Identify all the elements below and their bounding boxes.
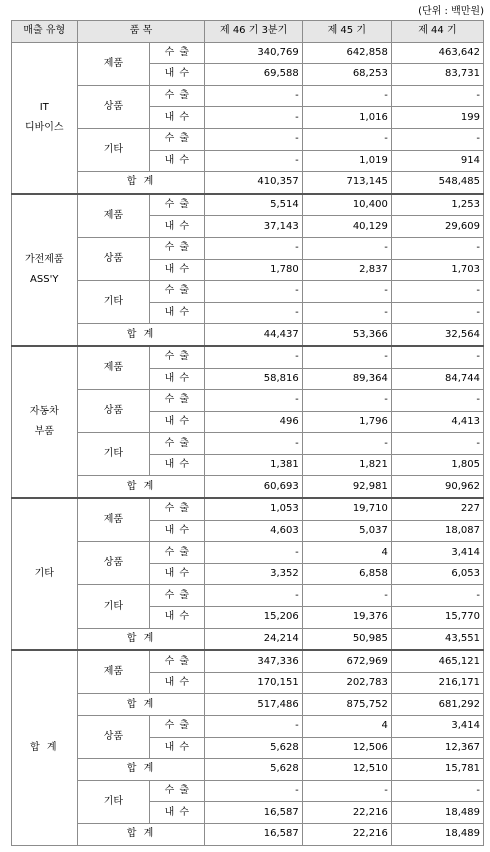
value-cell-p46: 3,352: [205, 563, 302, 585]
value-cell-p46: 5,628: [205, 759, 302, 781]
total-label: 합 계: [77, 324, 205, 346]
value-cell-p46: 170,151: [205, 672, 302, 694]
market-cell: 수 출: [150, 281, 205, 303]
value-cell-p46: 1,780: [205, 259, 302, 281]
market-cell: 수 출: [150, 433, 205, 455]
table-body: [12, 42, 484, 845]
value-cell-p44: 18,489: [391, 823, 483, 845]
total-row: [12, 172, 484, 194]
value-cell-p45: 713,145: [302, 172, 391, 194]
value-cell-p45: -: [302, 390, 391, 412]
value-cell-p45: -: [302, 281, 391, 303]
value-cell-p46: 347,336: [205, 650, 302, 672]
value-cell-p46: 1,053: [205, 498, 302, 520]
value-cell-p45: 642,858: [302, 42, 391, 64]
value-cell-p44: -: [391, 390, 483, 412]
value-cell-p45: -: [302, 585, 391, 607]
header-row: [12, 21, 484, 43]
value-cell-p46: 60,693: [205, 476, 302, 498]
market-cell: 수 출: [150, 498, 205, 520]
header-period-45: 제 45 기: [302, 21, 391, 43]
market-cell: 수 출: [150, 542, 205, 564]
value-cell-p46: -: [205, 150, 302, 172]
value-cell-p46: 410,357: [205, 172, 302, 194]
item-cell: 기타: [77, 433, 150, 476]
value-cell-p46: 69,588: [205, 64, 302, 86]
value-cell-p44: 199: [391, 107, 483, 129]
value-cell-p44: -: [391, 585, 483, 607]
value-cell-p45: 22,216: [302, 823, 391, 845]
value-cell-p45: -: [302, 433, 391, 455]
market-cell: 수 출: [150, 716, 205, 738]
value-cell-p45: -: [302, 85, 391, 107]
value-cell-p45: 92,981: [302, 476, 391, 498]
value-cell-p46: -: [205, 716, 302, 738]
market-cell: 내 수: [150, 107, 205, 129]
value-cell-p45: 19,376: [302, 607, 391, 629]
value-cell-p44: -: [391, 302, 483, 324]
table-row: [12, 85, 484, 107]
value-cell-p45: 10,400: [302, 194, 391, 216]
market-cell: 내 수: [150, 368, 205, 390]
header-period-46: 제 46 기 3분기: [205, 21, 302, 43]
value-cell-p46: 517,486: [205, 694, 302, 716]
value-cell-p46: -: [205, 433, 302, 455]
market-cell: 내 수: [150, 411, 205, 433]
value-cell-p44: 90,962: [391, 476, 483, 498]
subtotal-label: 합 계: [77, 823, 205, 845]
value-cell-p44: 6,053: [391, 563, 483, 585]
sales-table: [11, 20, 484, 846]
value-cell-p45: 4: [302, 542, 391, 564]
value-cell-p45: 68,253: [302, 64, 391, 86]
table-row: [12, 585, 484, 607]
value-cell-p46: -: [205, 237, 302, 259]
value-cell-p44: 3,414: [391, 716, 483, 738]
value-cell-p46: 58,816: [205, 368, 302, 390]
table-row: [12, 650, 484, 672]
value-cell-p44: 1,253: [391, 194, 483, 216]
table-row: [12, 281, 484, 303]
market-cell: 수 출: [150, 346, 205, 368]
value-cell-p44: 216,171: [391, 672, 483, 694]
value-cell-p45: 40,129: [302, 216, 391, 238]
market-cell: 내 수: [150, 454, 205, 476]
market-cell: 내 수: [150, 563, 205, 585]
value-cell-p45: 1,019: [302, 150, 391, 172]
value-cell-p45: 4: [302, 716, 391, 738]
unit-label: (단위 : 백만원): [418, 6, 484, 17]
value-cell-p44: 43,551: [391, 628, 483, 650]
market-cell: 수 출: [150, 780, 205, 802]
header-type: 매출 유형: [12, 21, 78, 43]
value-cell-p45: 5,037: [302, 520, 391, 542]
value-cell-p44: 1,703: [391, 259, 483, 281]
value-cell-p45: 50,985: [302, 628, 391, 650]
total-row: [12, 628, 484, 650]
value-cell-p44: 84,744: [391, 368, 483, 390]
market-cell: 수 출: [150, 237, 205, 259]
value-cell-p46: 16,587: [205, 802, 302, 824]
grand-total-cell: 합 계: [12, 650, 78, 845]
value-cell-p46: -: [205, 780, 302, 802]
table-row: [12, 346, 484, 368]
value-cell-p45: 12,506: [302, 737, 391, 759]
value-cell-p46: -: [205, 390, 302, 412]
market-cell: 내 수: [150, 672, 205, 694]
value-cell-p46: 5,514: [205, 194, 302, 216]
value-cell-p45: 53,366: [302, 324, 391, 346]
market-cell: 내 수: [150, 607, 205, 629]
value-cell-p45: 1,796: [302, 411, 391, 433]
value-cell-p44: -: [391, 433, 483, 455]
value-cell-p45: 875,752: [302, 694, 391, 716]
market-cell: 내 수: [150, 802, 205, 824]
value-cell-p45: -: [302, 346, 391, 368]
subtotal-row: [12, 759, 484, 781]
table-row: [12, 390, 484, 412]
value-cell-p44: 83,731: [391, 64, 483, 86]
table-row: [12, 433, 484, 455]
value-cell-p44: 12,367: [391, 737, 483, 759]
total-label: 합 계: [77, 172, 205, 194]
value-cell-p44: 465,121: [391, 650, 483, 672]
table-row: [12, 498, 484, 520]
value-cell-p45: -: [302, 128, 391, 150]
value-cell-p45: 1,821: [302, 454, 391, 476]
value-cell-p44: 463,642: [391, 42, 483, 64]
market-cell: 내 수: [150, 216, 205, 238]
total-row: [12, 476, 484, 498]
item-cell: 제품: [77, 194, 150, 238]
value-cell-p44: 227: [391, 498, 483, 520]
value-cell-p46: 44,437: [205, 324, 302, 346]
value-cell-p44: 914: [391, 150, 483, 172]
item-cell: 상품: [77, 542, 150, 585]
value-cell-p44: 681,292: [391, 694, 483, 716]
value-cell-p45: 672,969: [302, 650, 391, 672]
value-cell-p44: -: [391, 346, 483, 368]
value-cell-p44: 32,564: [391, 324, 483, 346]
value-cell-p44: 548,485: [391, 172, 483, 194]
value-cell-p45: 19,710: [302, 498, 391, 520]
value-cell-p44: 18,087: [391, 520, 483, 542]
value-cell-p46: 37,143: [205, 216, 302, 238]
value-cell-p44: 3,414: [391, 542, 483, 564]
value-cell-p46: -: [205, 542, 302, 564]
item-cell: 상품: [77, 85, 150, 128]
value-cell-p44: -: [391, 237, 483, 259]
value-cell-p45: 22,216: [302, 802, 391, 824]
item-cell: 기타: [77, 128, 150, 171]
value-cell-p44: 29,609: [391, 216, 483, 238]
value-cell-p44: -: [391, 281, 483, 303]
sales-type-cell: IT 디바이스: [12, 42, 78, 194]
value-cell-p44: 1,805: [391, 454, 483, 476]
value-cell-p46: 5,628: [205, 737, 302, 759]
value-cell-p45: 12,510: [302, 759, 391, 781]
subtotal-row: [12, 694, 484, 716]
value-cell-p45: 1,016: [302, 107, 391, 129]
value-cell-p45: 89,364: [302, 368, 391, 390]
item-cell: 제품: [77, 346, 150, 390]
total-row: [12, 324, 484, 346]
market-cell: 내 수: [150, 259, 205, 281]
item-cell: 기타: [77, 281, 150, 324]
table-row: [12, 42, 484, 64]
market-cell: 수 출: [150, 390, 205, 412]
table-row: [12, 542, 484, 564]
subtotal-row: [12, 823, 484, 845]
total-label: 합 계: [77, 476, 205, 498]
table-row: [12, 780, 484, 802]
value-cell-p44: -: [391, 85, 483, 107]
market-cell: 수 출: [150, 194, 205, 216]
value-cell-p46: 340,769: [205, 42, 302, 64]
table-row: [12, 194, 484, 216]
market-cell: 수 출: [150, 42, 205, 64]
value-cell-p44: 15,781: [391, 759, 483, 781]
value-cell-p46: 16,587: [205, 823, 302, 845]
value-cell-p46: -: [205, 302, 302, 324]
table-row: [12, 716, 484, 738]
value-cell-p45: -: [302, 780, 391, 802]
value-cell-p44: 18,489: [391, 802, 483, 824]
market-cell: 수 출: [150, 128, 205, 150]
value-cell-p46: 15,206: [205, 607, 302, 629]
value-cell-p46: 4,603: [205, 520, 302, 542]
market-cell: 수 출: [150, 650, 205, 672]
item-cell: 제품: [77, 498, 150, 542]
value-cell-p46: -: [205, 281, 302, 303]
header-period-44: 제 44 기: [391, 21, 483, 43]
market-cell: 내 수: [150, 302, 205, 324]
value-cell-p44: -: [391, 128, 483, 150]
header-item: 품 목: [77, 21, 205, 43]
item-cell: 상품: [77, 237, 150, 280]
item-cell: 제품: [77, 42, 150, 85]
item-cell: 기타: [77, 585, 150, 628]
market-cell: 수 출: [150, 585, 205, 607]
value-cell-p46: -: [205, 585, 302, 607]
item-cell: 제품: [77, 650, 150, 694]
table-row: [12, 128, 484, 150]
value-cell-p46: 24,214: [205, 628, 302, 650]
sales-type-cell: 자동차 부품: [12, 346, 78, 498]
value-cell-p45: 6,858: [302, 563, 391, 585]
value-cell-p45: -: [302, 302, 391, 324]
item-cell: 기타: [77, 780, 150, 823]
value-cell-p44: 15,770: [391, 607, 483, 629]
value-cell-p46: -: [205, 85, 302, 107]
value-cell-p45: 202,783: [302, 672, 391, 694]
value-cell-p45: 2,837: [302, 259, 391, 281]
item-cell: 상품: [77, 390, 150, 433]
market-cell: 수 출: [150, 85, 205, 107]
market-cell: 내 수: [150, 150, 205, 172]
value-cell-p46: -: [205, 107, 302, 129]
subtotal-label: 합 계: [77, 759, 205, 781]
value-cell-p44: 4,413: [391, 411, 483, 433]
value-cell-p46: -: [205, 346, 302, 368]
value-cell-p45: -: [302, 237, 391, 259]
value-cell-p46: 1,381: [205, 454, 302, 476]
sales-type-cell: 기타: [12, 498, 78, 650]
value-cell-p44: -: [391, 780, 483, 802]
market-cell: 내 수: [150, 64, 205, 86]
item-cell: 상품: [77, 716, 150, 759]
market-cell: 내 수: [150, 737, 205, 759]
total-label: 합 계: [77, 628, 205, 650]
table-row: [12, 237, 484, 259]
sales-type-cell: 가전제품 ASS'Y: [12, 194, 78, 346]
value-cell-p46: -: [205, 128, 302, 150]
subtotal-label: 합 계: [77, 694, 205, 716]
market-cell: 내 수: [150, 520, 205, 542]
value-cell-p46: 496: [205, 411, 302, 433]
